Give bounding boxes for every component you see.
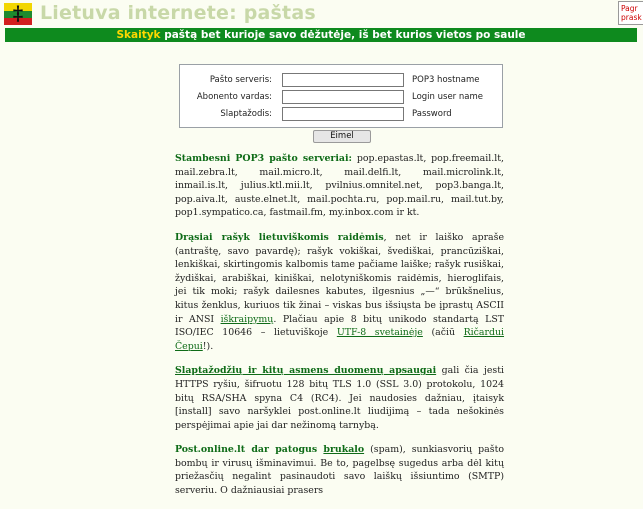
security-link[interactable]: Slaptažodžių ir kitų asmens duomenų apsaugai (175, 365, 437, 377)
username-input[interactable] (282, 90, 404, 104)
slogan-text: paštą bet kurioje savo dėžutėje, iš bet kurios vietos po saule (160, 29, 526, 41)
spam-paragraph (175, 443, 504, 497)
server-row (180, 72, 504, 88)
password-hint: Password (412, 109, 452, 119)
server-label: Pašto serveris: (209, 75, 272, 85)
info-content (175, 152, 504, 509)
encoding-text-3: (ačiū (422, 327, 464, 339)
encoding-text: , net ir laiško apraše (antraštę, savo pavardę); rašyk vokiškai, švediškai, prancūziškai, lenkiškai, skirtingomis kalbomis tame pačiame laiške; rašyk rusiškai, žydiškai, arabiškai, kiniškai, nelotyniškomis raidėmis, hieroglifais, jei tik moki; rašyk dailesnes kabutes, ilgesnius „—“ brūkšnelius, kitus ženklus, kuriuos tik žinai – viskas bus išsiųsta be įprastų ASCII ir ANSI (175, 231, 504, 325)
home-badge-link[interactable] (618, 1, 643, 25)
submit-button[interactable]: Eimel (313, 130, 371, 143)
password-input[interactable] (282, 107, 404, 121)
encoding-paragraph (175, 231, 504, 353)
header (0, 0, 643, 28)
encoding-text-4: !). (202, 340, 214, 352)
slogan-bar (5, 28, 637, 42)
site-title: Lietuva internete: paštas (40, 2, 316, 24)
logo-mark: ‡ (12, 1, 24, 25)
distortions-link[interactable]: iškraipymų (220, 313, 274, 325)
encoding-heading: Drąsiai rašyk lietuviškomis raidėmis (175, 231, 384, 243)
security-text: gali čia jesti HTTPS ryšiu, šifruotu 128 bitų TLS 1.0 (SSL 3.0) protokolu, 1024 bitų RSA/SHA spyna C4 (RC4). Jei naudosies dažniau, įtaisyk [install] savo naršyklei post.online.lt liudijimą – tada nešokinės perspėjimai apie jai dar nežinomą tarnybą. (175, 365, 505, 431)
servers-text: pop.epastas.lt, pop.freemail.lt, mail.zebra.lt, mail.micro.lt, mail.delfi.lt, mail.microlink.lt, inmail.is.lt, julius.ktl.mii.lt, pvilnius.omnitel.net, pop3.banga.lt, pop.aiva.lt, auste.elnet.lt, mail.pochta.ru, pop.mail.ru, mail.tut.by, pop1.sympatico.ca, fastmail.fm, my.inbox.com ir kt. (175, 153, 504, 219)
password-label: Slaptažodis: (220, 109, 272, 119)
login-form (179, 64, 503, 128)
servers-paragraph (175, 152, 504, 220)
password-row (180, 106, 504, 122)
utf8-site-link[interactable]: UTF-8 svetainėje (336, 327, 423, 339)
spam-heading: Post.online.lt dar patogus (175, 444, 324, 456)
spam-link[interactable]: brukalo (323, 444, 365, 456)
server-input[interactable] (282, 73, 404, 87)
username-label: Abonento vardas: (196, 92, 272, 102)
slogan-highlight: Skaityk (116, 29, 161, 41)
security-paragraph (175, 364, 504, 432)
spam-text: (spam), sunkiasvorių pašto bombų ir virusų išminavimui. Be to, pagelbsę sugedus arba dėl kitų priežasčių negalint pasinaudoti savo laiškų išsiuntimo (SMTP) serveriu. O dažniausiai prasers (175, 444, 504, 497)
badge-line-1: Pagr (621, 4, 638, 13)
servers-heading: Stambesni POP3 pašto serveriai: (175, 153, 353, 164)
author-link[interactable]: Ričardui Čepui (175, 327, 505, 352)
flag-logo-icon[interactable] (4, 3, 32, 25)
badge-line-2: prask (621, 13, 642, 22)
encoding-text-2: . Plačiau apie 8 bitų unikodo standartą LST ISO/IEC 10646 – lietuviškoje (175, 313, 504, 339)
username-row (180, 89, 504, 105)
username-hint: Login user name (412, 92, 483, 102)
server-hint: POP3 hostname (412, 75, 480, 85)
